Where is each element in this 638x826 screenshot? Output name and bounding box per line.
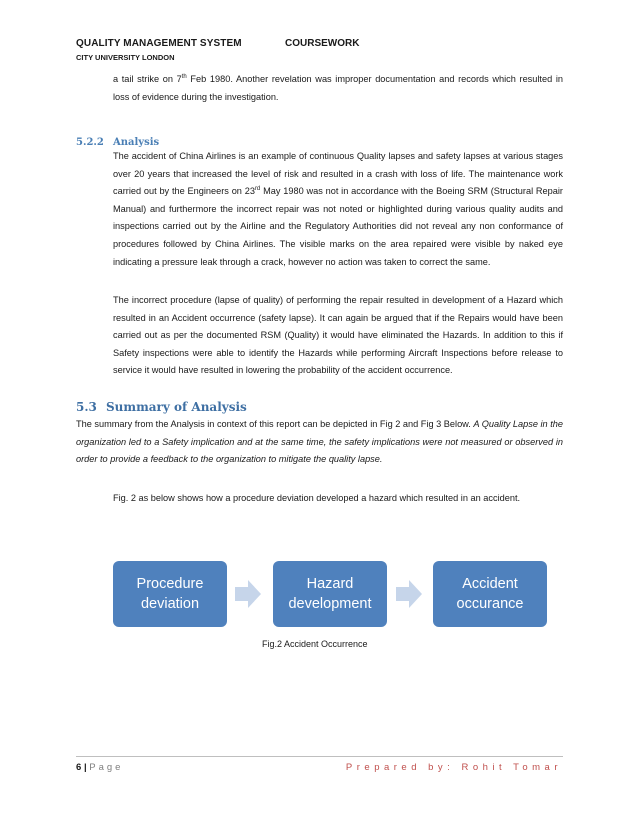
- intro-text-a: a tail strike on 7: [113, 74, 182, 84]
- flow-box-hazard-development: Hazard development: [273, 561, 387, 627]
- figure-caption: Fig.2 Accident Occurrence: [262, 639, 368, 649]
- flow-arrow-icon: [235, 580, 261, 608]
- analysis-superscript: rd: [254, 186, 261, 193]
- header-title: QUALITY MANAGEMENT SYSTEM: [76, 38, 242, 49]
- section-title: Analysis: [113, 137, 160, 148]
- summary-paragraph-2: Fig. 2 as below shows how a procedure deviation developed a hazard which resulted in an accident.: [113, 493, 521, 503]
- intro-text-b: Feb 1980. Another revelation was improper documentation and records which resulted in loss of evidence during the investigation.: [113, 74, 563, 102]
- flow-arrow-icon: [396, 580, 422, 608]
- flow-box-accident-occurance: Accident occurance: [433, 561, 547, 627]
- section-5-3-heading: [76, 400, 247, 414]
- analysis-paragraph-1: [113, 148, 563, 271]
- section-title: Summary of Analysis: [106, 400, 247, 414]
- flow-box-procedure-deviation: Procedure deviation: [113, 561, 227, 627]
- summary-paragraph-1: [76, 416, 563, 469]
- summary-text: The summary from the Analysis in context of this report can be depicted in Fig 2 and Fig 3 Below.: [76, 419, 474, 429]
- footer-page-number: 6 | Page: [76, 762, 124, 773]
- section-number: 5.3: [76, 400, 97, 414]
- footer-prepared-by: Prepared by: Rohit Tomar: [345, 762, 562, 773]
- header-course: COURSEWORK: [285, 38, 360, 49]
- intro-superscript: th: [181, 73, 187, 80]
- section-5-2-2-heading: [76, 137, 159, 148]
- footer-divider: [76, 756, 563, 757]
- analysis-paragraph-2: The incorrect procedure (lapse of quality) of performing the repair resulted in development of a Hazard which resulted in an Accident occurrence (safety lapse). It can again be argued that if the Repairs would have been carried out as per the documented RSM (Quality) it would have eliminated the Hazards. In addition to this if Safety inspections were able to identify the Hazards while performing Aircraft Inspections before release to service it would have resulted in lowering the probability of the accident occurrence.: [113, 295, 563, 376]
- analysis-text-a: The accident of China Airlines is an example of continuous Quality lapses and safety lapses at various stages over 20 years that increased the level of risk and resulted in a crash with loss of life. The maintenance work carried out by the Engineers on 23: [113, 151, 563, 197]
- summary-italic-text: A Quality Lapse in the organization led to a Safety implication and at the same time, the safety implications were not measured or observed in order to provide a feedback to the organization to mitigate the quality lapse.: [76, 419, 563, 465]
- section-number: 5.2.2: [76, 137, 104, 148]
- analysis-text-b: May 1980 was not in accordance with the Boeing SRM (Structural Repair Manual) and furthermore the incorrect repair was not noted or highlighted during various quality audits and inspections carried out by the Airline and the Regulatory Authorities did not reveal any non conformance of procedures followed by China Airlines. The visible marks on the area repaired were visible by naked eye indicating a pressure leak through a crack, however no action was taken to correct the same.: [113, 186, 563, 267]
- intro-paragraph: [113, 71, 563, 106]
- header-university: CITY UNIVERSITY LONDON: [76, 53, 175, 62]
